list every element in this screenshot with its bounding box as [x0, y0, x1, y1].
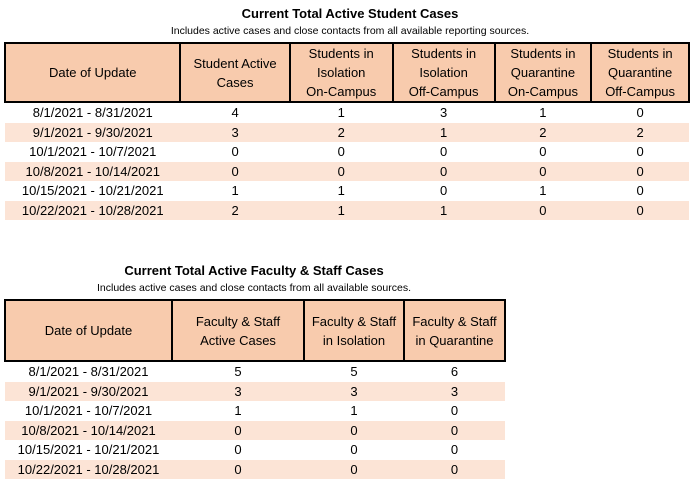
student-cases-title: Current Total Active Student Cases	[241, 6, 459, 21]
cell-value: 0	[636, 144, 644, 159]
cell-value: 4	[231, 105, 239, 120]
cell-value: 1	[539, 105, 547, 120]
row-date: 10/8/2021 - 10/14/2021	[5, 162, 180, 182]
header-staff-isolation: Faculty & Staff in Isolation	[304, 300, 404, 361]
row-date: 8/1/2021 - 8/31/2021	[32, 105, 153, 120]
cell-value: 0	[172, 421, 304, 441]
row-date: 10/15/2021 - 10/21/2021	[21, 183, 164, 198]
cell-value: 1	[393, 123, 495, 143]
staff-table-header	[5, 300, 505, 361]
student-cases-subtitle: Includes active cases and close contacts from all available reporting sources.	[170, 25, 530, 37]
cell-value: 2	[290, 123, 393, 143]
cell-value: 6	[450, 364, 459, 379]
cell-value: 0	[495, 201, 592, 221]
cell-value: 0	[404, 460, 505, 480]
cell-value: 1	[337, 183, 345, 198]
table-row	[5, 401, 505, 421]
cell-value: 5	[350, 364, 358, 379]
header-date-of-update: Date of Update	[5, 300, 172, 361]
header-quarantine-off-campus: Students in Quarantine Off-Campus	[591, 43, 689, 102]
cell-value: 0	[636, 105, 644, 120]
cell-value: 0	[337, 144, 345, 159]
table-row	[5, 142, 689, 162]
student-cases-table	[4, 42, 690, 220]
header-staff-quarantine: Faculty & Staff in Quarantine	[404, 300, 505, 361]
cell-value: 2	[495, 123, 592, 143]
cell-value: 1	[231, 183, 239, 198]
cell-value: 2	[180, 201, 289, 221]
cell-value: 3	[172, 382, 304, 402]
header-isolation-off-campus: Students in Isolation Off-Campus	[393, 43, 495, 102]
cell-value: 0	[636, 183, 644, 198]
cell-value: 0	[304, 421, 404, 441]
cell-value: 1	[234, 403, 242, 418]
header-quarantine-on-campus: Students in Quarantine On-Campus	[495, 43, 592, 102]
cell-value: 0	[450, 403, 459, 418]
row-date: 9/1/2021 - 9/30/2021	[5, 382, 172, 402]
cell-value: 1	[290, 201, 393, 221]
cell-value: 0	[304, 460, 404, 480]
table-row	[5, 201, 689, 221]
student-table-header	[5, 43, 689, 102]
table-row	[5, 181, 689, 201]
row-date: 10/22/2021 - 10/28/2021	[5, 460, 172, 480]
table-row	[5, 460, 505, 480]
cell-value: 0	[440, 144, 448, 159]
row-date: 10/22/2021 - 10/28/2021	[5, 201, 180, 221]
staff-cases-table	[4, 299, 506, 479]
table-row	[5, 421, 505, 441]
cell-value: 0	[450, 442, 459, 457]
header-staff-active-cases: Faculty & Staff Active Cases	[172, 300, 304, 361]
cell-value: 0	[231, 144, 239, 159]
cell-value: 0	[440, 183, 448, 198]
header-date-of-update: Date of Update	[5, 43, 180, 102]
cell-value: 3	[404, 382, 505, 402]
table-row	[5, 440, 505, 460]
cell-value: 0	[290, 162, 393, 182]
table-row	[5, 382, 505, 402]
table-row	[5, 361, 505, 382]
cell-value: 1	[539, 183, 547, 198]
staff-cases-subtitle: Includes active cases and close contacts from all available sources.	[97, 282, 411, 294]
header-isolation-on-campus: Students in Isolation On-Campus	[290, 43, 393, 102]
cell-value: 0	[591, 201, 689, 221]
cell-value: 5	[234, 364, 242, 379]
row-date: 8/1/2021 - 8/31/2021	[28, 364, 149, 379]
cell-value: 0	[172, 460, 304, 480]
row-date: 10/1/2021 - 10/7/2021	[29, 144, 157, 159]
table-row	[5, 102, 689, 123]
table-row	[5, 123, 689, 143]
cell-value: 0	[350, 442, 358, 457]
cell-value: 3	[304, 382, 404, 402]
cell-value: 0	[404, 421, 505, 441]
cell-value: 1	[393, 201, 495, 221]
row-date: 10/8/2021 - 10/14/2021	[5, 421, 172, 441]
cell-value: 3	[180, 123, 289, 143]
cell-value: 1	[337, 105, 345, 120]
cell-value: 3	[440, 105, 448, 120]
cell-value: 0	[180, 162, 289, 182]
row-date: 9/1/2021 - 9/30/2021	[5, 123, 180, 143]
cell-value: 2	[591, 123, 689, 143]
cell-value: 0	[393, 162, 495, 182]
header-student-active-cases: Student Active Cases	[180, 43, 289, 102]
cell-value: 0	[234, 442, 242, 457]
staff-cases-title: Current Total Active Faculty & Staff Cases	[124, 263, 384, 278]
cell-value: 0	[495, 162, 592, 182]
cell-value: 0	[591, 162, 689, 182]
cell-value: 1	[350, 403, 358, 418]
table-row	[5, 162, 689, 182]
row-date: 10/1/2021 - 10/7/2021	[24, 403, 153, 418]
row-date: 10/15/2021 - 10/21/2021	[17, 442, 160, 457]
cell-value: 0	[539, 144, 547, 159]
